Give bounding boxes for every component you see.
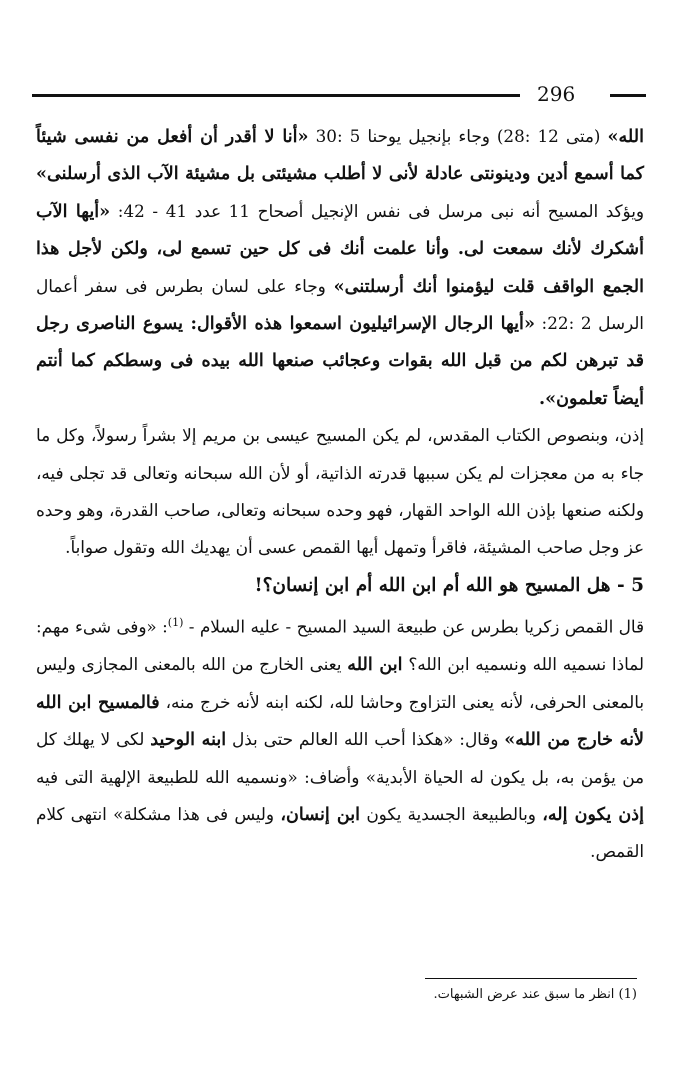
footnote: (1) انظر ما سبق عند عرض الشبهات. xyxy=(433,987,637,1002)
paragraph-2 xyxy=(36,417,644,567)
bold-text: ابن إنسان، xyxy=(280,803,361,825)
bold-text: ابنه الوحيد xyxy=(150,729,227,751)
bold-text: «أنا لا أقدر أن أفعل من نفسى شيئاً كما أسمع أدين ودينونتى عادلة لأنى لا أطلب مشيئتى بل مشيئة الآب الذى أرسلنى» xyxy=(36,126,644,185)
text-run: قال القمص زكريا بطرس عن طبيعة السيد المسيح - عليه السلام - xyxy=(183,616,644,637)
header-rule-long xyxy=(32,94,520,97)
text-run: وبالطبيعة الجسدية يكون xyxy=(360,803,543,824)
page-body xyxy=(36,118,644,871)
text-run: وليس فى هذا مشكلة» انتهى كلام القمص. xyxy=(36,803,644,862)
page-number: 296 xyxy=(537,82,576,106)
heading-number: 5 - xyxy=(610,574,644,596)
bold-text: «أيها الرجال الإسرائيليون اسمعوا هذه الأقوال: يسوع الناصرى رجل قد تبرهن لكم من قبل الله بقوات وعجائب صنعها الله بيده فى وسطكم كما أنتم أيضاً تعلمون». xyxy=(36,313,644,409)
paragraph-3 xyxy=(36,604,644,870)
bold-text: الله» xyxy=(607,126,644,147)
bold-text: «أيها الآب أشكرك لأنك سمعت لى. وأنا علمت أنك فى كل حين تسمع لى، ولكن لأجل هذا الجمع الواقف قلت ليؤمنوا أنك أرسلتنى» xyxy=(36,200,644,297)
paragraph-1 xyxy=(36,118,644,417)
text-run: لكى لا يهلك كل من يؤمن به، بل يكون له الحياة الأبدية» وأضاف: «ونسميه الله للطبيعة الإلهية التى فيه xyxy=(36,729,644,787)
bold-text: فالمسيح ابن الله لأنه خارج من الله» xyxy=(36,691,644,751)
bold-text: إذن يكون إله، xyxy=(542,803,644,825)
text-run: : «وفى شىء مهم: لماذا نسميه الله ونسميه ابن الله؟ xyxy=(36,616,644,675)
section-heading xyxy=(36,567,644,604)
header-rule-short xyxy=(610,94,646,97)
text-run: ويؤكد المسيح أنه نبى مرسل فى نفس الإنجيل أصحاح 11 عدد 41 - 42: xyxy=(110,200,644,221)
text-run: وقال: «هكذا أحب الله العالم حتى بذل xyxy=(226,729,505,750)
text-run: (متى 12 :28) وجاء بإنجيل يوحنا 5 :30 xyxy=(308,126,608,146)
footnote-divider xyxy=(425,978,637,979)
bold-text: ابن الله xyxy=(347,654,403,676)
text-run: وجاء على لسان بطرس فى سفر أعمال الرسل 2 :22: xyxy=(36,275,644,334)
footnote-ref: (1) xyxy=(167,616,184,630)
page-header xyxy=(32,80,646,108)
text-run: يعنى الخارج من الله بالمعنى المجازى وليس بالمعنى الحرفى، لأنه يعنى التزاوج وحاشا لله، لكنه ابنه لأنه خرج منه، xyxy=(36,654,644,712)
text-run: إذن، وبنصوص الكتاب المقدس، لم يكن المسيح عيسى بن مريم إلا بشراً رسولاً، وكل ما جاء به من معجزات لم يكن سببها قدرته الذاتية، أو لأن الله سبحانه وتعالى قد تجلى فيه، ولكنه صنعها بإذن الله الواحد القهار، فهو وحده سبحانه وتعالى، صاحب القدرة، وهو وحده عز وجل صاحب المشيئة، فاقرأ وتمهل أيها القمص عسى أن يهديك الله وتقول صواباً. xyxy=(36,425,644,558)
heading-text: هل المسيح هو الله أم ابن الله أم ابن إنسان؟! xyxy=(254,574,611,596)
